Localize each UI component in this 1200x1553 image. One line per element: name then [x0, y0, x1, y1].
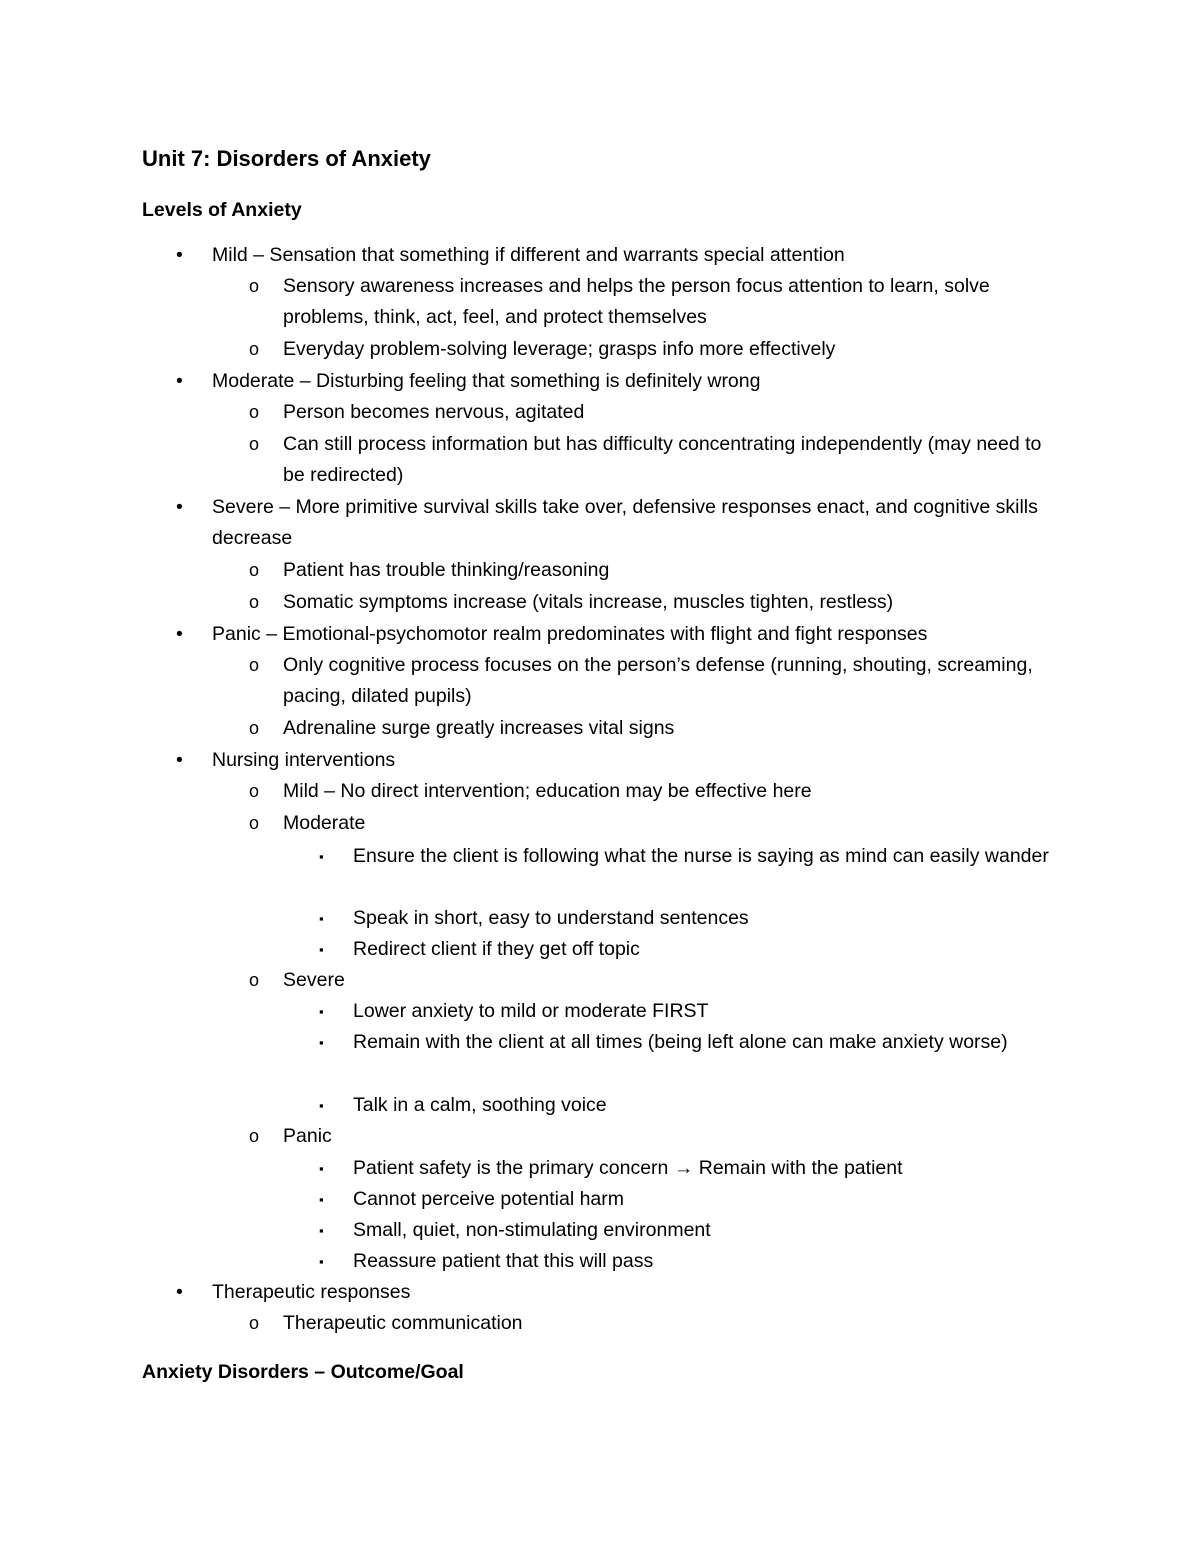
- disc-bullet: •: [176, 749, 183, 771]
- circle-bullet: o: [249, 655, 260, 675]
- list-item-panic-sub-2: [249, 713, 1063, 744]
- square-bullet: ▪: [319, 1161, 324, 1176]
- list-item-nursing-severe-2: [319, 1027, 1063, 1058]
- list-item-text: Severe: [283, 969, 345, 991]
- list-item-mild-sub-1: [249, 271, 1063, 333]
- list-item-text: Moderate: [283, 812, 366, 834]
- circle-bullet: o: [249, 1126, 260, 1146]
- square-bullet: ▪: [319, 911, 324, 926]
- list-item-text: Somatic symptoms increase (vitals increase, muscles tighten, restless): [283, 591, 894, 613]
- list-item-text: Mild – Sensation that something if different and warrants special attention: [212, 244, 845, 266]
- list-item-nursing: [176, 745, 1062, 776]
- list-item-nursing-severe-3: [319, 1090, 1063, 1121]
- list-item-panic: [176, 619, 1062, 650]
- list-item-moderate: [176, 366, 1062, 397]
- list-item-moderate-sub-2: [249, 429, 1063, 491]
- square-bullet: ▪: [319, 1223, 324, 1238]
- circle-bullet: o: [249, 1313, 260, 1333]
- list-item-nursing-severe: [249, 965, 1063, 996]
- list-item-text: Speak in short, easy to understand sentences: [353, 907, 749, 929]
- list-item-text: Person becomes nervous, agitated: [283, 401, 585, 423]
- circle-bullet: o: [249, 592, 260, 612]
- list-item-text: Severe – More primitive survival skills take over, defensive responses enact, and cognitive skills decrease: [212, 496, 1038, 549]
- list-item-severe: [176, 492, 1062, 554]
- list-item-severe-sub-2: [249, 587, 1063, 618]
- circle-bullet: o: [249, 560, 260, 580]
- list-item-nursing-moderate-2: [319, 903, 1063, 934]
- list-item-text: Patient safety is the primary concern: [353, 1157, 669, 1179]
- disc-bullet: •: [176, 623, 183, 645]
- disc-bullet: •: [176, 244, 183, 266]
- list-item-text: Sensory awareness increases and helps the person focus attention to learn, solve problems, think, act, feel, and protect themselves: [283, 275, 990, 328]
- list-item-nursing-panic-2: [319, 1184, 1063, 1215]
- square-bullet: ▪: [319, 942, 324, 957]
- list-item-text: Therapeutic communication: [283, 1312, 523, 1334]
- list-item-nursing-mild: [249, 776, 1063, 807]
- list-item-nursing-panic: [249, 1121, 1063, 1152]
- list-item-text: Lower anxiety to mild or moderate FIRST: [353, 1000, 709, 1022]
- list-item-text: Nursing interventions: [212, 749, 396, 771]
- list-item-text: Remain with the client at all times (being left alone can make anxiety worse): [353, 1031, 1008, 1053]
- circle-bullet: o: [249, 970, 260, 990]
- list-item-nursing-panic-4: [319, 1246, 1063, 1277]
- page-title: Unit 7: Disorders of Anxiety: [142, 146, 431, 171]
- list-item-text: Everyday problem-solving leverage; grasps info more effectively: [283, 338, 836, 360]
- disc-bullet: •: [176, 370, 183, 392]
- list-item-therapeutic: [176, 1277, 1062, 1308]
- list-item-therapeutic-sub-1: [249, 1308, 1063, 1339]
- list-item-text: Patient has trouble thinking/reasoning: [283, 559, 610, 581]
- circle-bullet: o: [249, 339, 260, 359]
- circle-bullet: o: [249, 276, 260, 296]
- list-item-mild-sub-2: [249, 334, 1063, 365]
- list-item-text: Only cognitive process focuses on the person’s defense (running, shouting, screaming, pacing, dilated pupils): [283, 654, 1033, 707]
- list-item-text: Remain with the patient: [698, 1157, 903, 1179]
- circle-bullet: o: [249, 813, 260, 833]
- section-heading-disorders: Anxiety Disorders – Outcome/Goal: [142, 1361, 464, 1383]
- square-bullet: ▪: [319, 1004, 324, 1019]
- list-item-text: Talk in a calm, soothing voice: [353, 1094, 607, 1116]
- list-item-text: Moderate – Disturbing feeling that something is definitely wrong: [212, 370, 761, 392]
- circle-bullet: o: [249, 402, 260, 422]
- list-item-nursing-severe-1: [319, 996, 1063, 1027]
- list-item-nursing-panic-1: [319, 1153, 1063, 1184]
- disc-bullet: •: [176, 496, 183, 518]
- section-heading-levels: Levels of Anxiety: [142, 199, 302, 221]
- list-item-nursing-panic-3: [319, 1215, 1063, 1246]
- circle-bullet: o: [249, 434, 260, 454]
- square-bullet: ▪: [319, 849, 324, 864]
- square-bullet: ▪: [319, 1035, 324, 1050]
- right-arrow-icon: →: [673, 1157, 694, 1179]
- list-item-nursing-moderate-1: [319, 841, 1063, 872]
- list-item-moderate-sub-1: [249, 397, 1063, 428]
- square-bullet: ▪: [319, 1254, 324, 1269]
- list-item-text: Ensure the client is following what the nurse is saying as mind can easily wander: [353, 845, 1049, 867]
- list-item-text: Therapeutic responses: [212, 1281, 411, 1303]
- list-item-text: Mild – No direct intervention; education may be effective here: [283, 780, 812, 802]
- list-item-nursing-moderate: [249, 808, 1063, 839]
- list-item-text: Panic – Emotional-psychomotor realm predominates with flight and fight responses: [212, 623, 928, 645]
- list-item-text: Small, quiet, non-stimulating environment: [353, 1219, 711, 1241]
- list-item-text: Cannot perceive potential harm: [353, 1188, 624, 1210]
- list-item-severe-sub-1: [249, 555, 1063, 586]
- square-bullet: ▪: [319, 1098, 324, 1113]
- list-item-mild: [176, 240, 1062, 271]
- circle-bullet: o: [249, 718, 260, 738]
- square-bullet: ▪: [319, 1192, 324, 1207]
- list-item-text: Panic: [283, 1125, 332, 1147]
- disc-bullet: •: [176, 1281, 183, 1303]
- list-item-text: Adrenaline surge greatly increases vital signs: [283, 717, 675, 739]
- list-item-text: Can still process information but has difficulty concentrating independently (may need to be redirected): [283, 433, 1042, 486]
- list-item-text: Reassure patient that this will pass: [353, 1250, 654, 1272]
- list-item-panic-sub-1: [249, 650, 1063, 712]
- list-item-text: Redirect client if they get off topic: [353, 938, 640, 960]
- circle-bullet: o: [249, 781, 260, 801]
- list-item-nursing-moderate-3: [319, 934, 1063, 965]
